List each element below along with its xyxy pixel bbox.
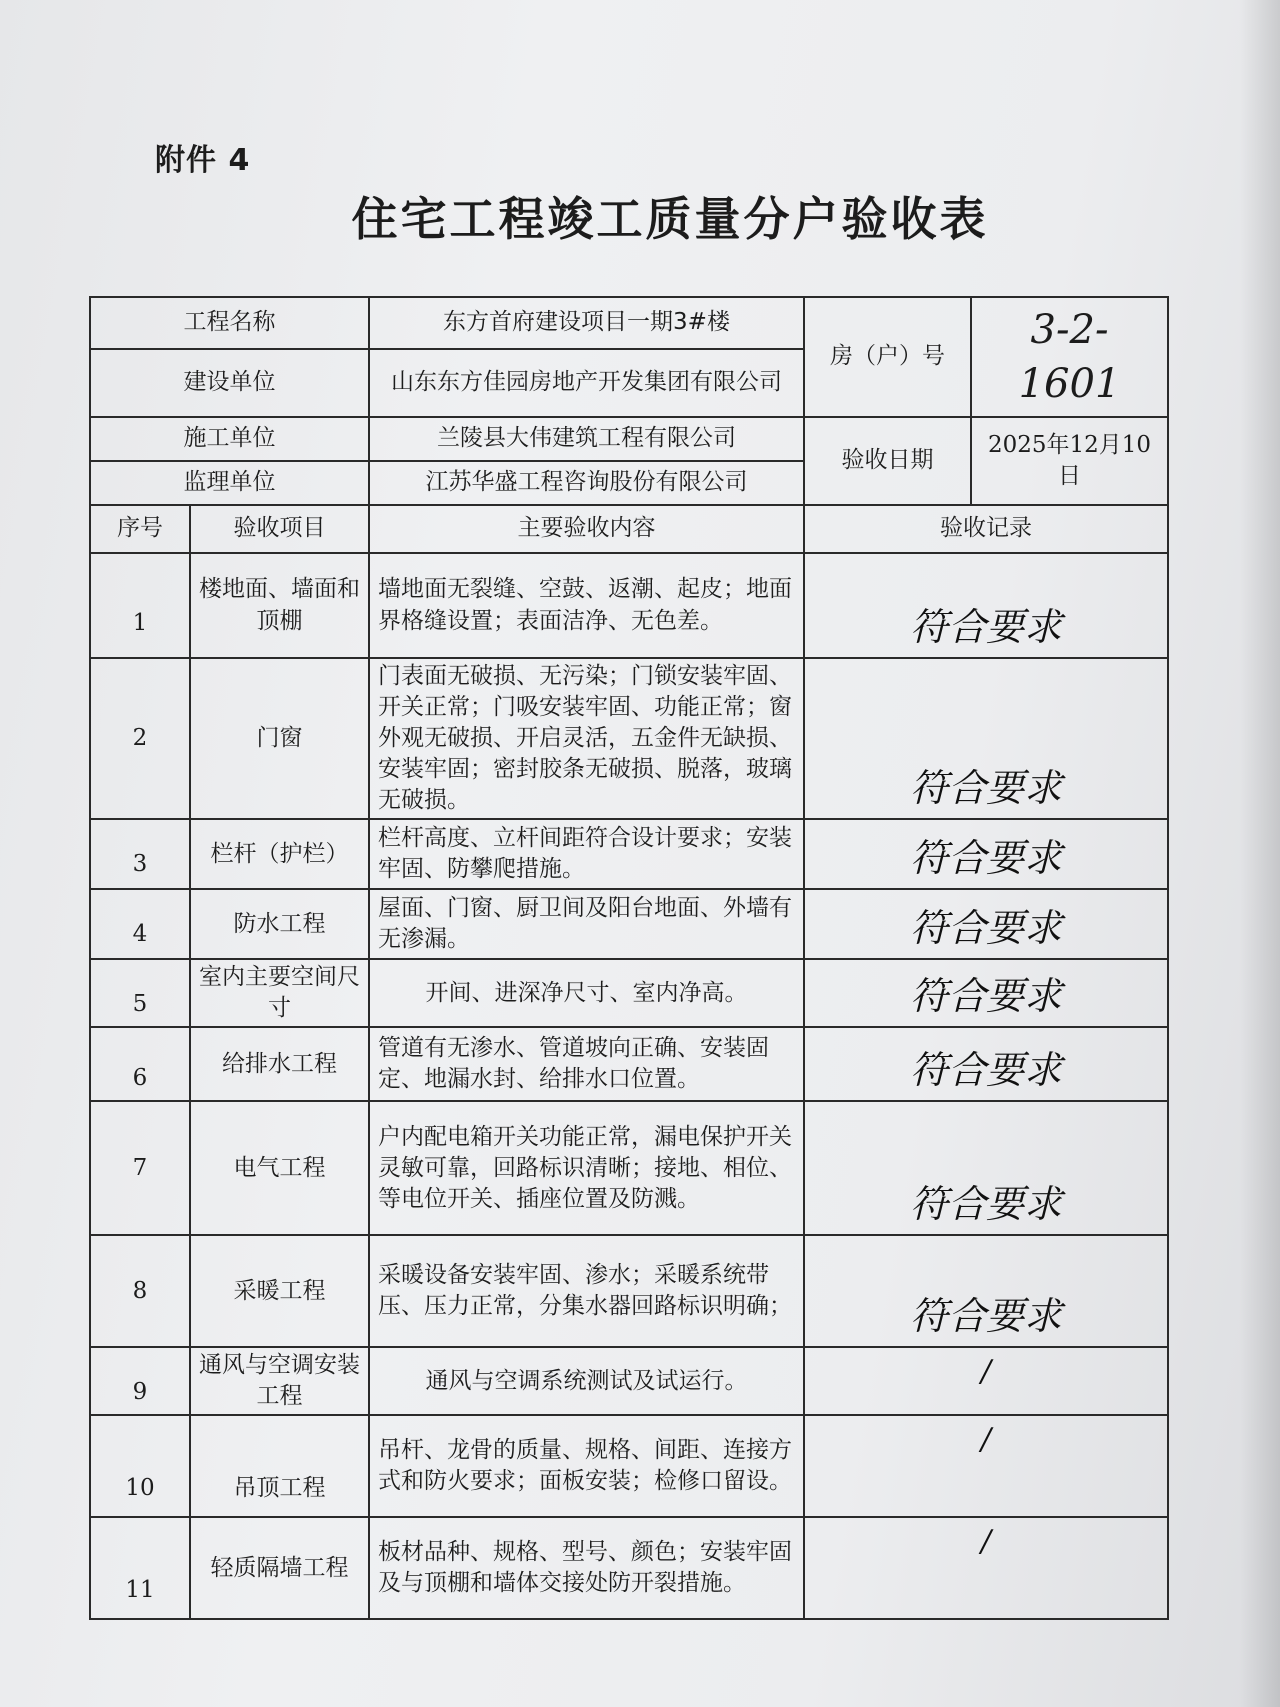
row-record: 符合要求	[804, 1101, 1168, 1235]
row-record: 符合要求	[804, 1027, 1168, 1101]
row-content: 吊杆、龙骨的质量、规格、间距、连接方式和防火要求；面板安装；检修口留设。	[369, 1415, 804, 1517]
row-item: 电气工程	[190, 1101, 369, 1235]
developer-value: 山东东方佳园房地产开发集团有限公司	[369, 349, 804, 417]
contractor-label: 施工单位	[90, 417, 369, 461]
table-row	[90, 658, 1168, 819]
attachment-label: 附件 4	[155, 143, 251, 178]
row-content: 开间、进深净尺寸、室内净高。	[369, 959, 804, 1027]
row-record: 符合要求	[804, 1235, 1168, 1347]
supervisor-label: 监理单位	[90, 461, 369, 505]
form-title: 住宅工程竣工质量分户验收表	[351, 192, 989, 246]
row-no: 2	[90, 658, 190, 819]
row-no: 6	[90, 1027, 190, 1101]
row-item: 楼地面、墙面和顶棚	[190, 553, 369, 658]
project-name-label: 工程名称	[90, 297, 369, 349]
contractor-value: 兰陵县大伟建筑工程有限公司	[369, 417, 804, 461]
row-record: /	[804, 1517, 1168, 1619]
col-header-content: 主要验收内容	[369, 505, 804, 553]
row-content: 管道有无渗水、管道坡向正确、安装固定、地漏水封、给排水口位置。	[369, 1027, 804, 1101]
table-row	[90, 1027, 1168, 1101]
table-row	[90, 1517, 1168, 1619]
row-record: /	[804, 1415, 1168, 1517]
col-header-no: 序号	[90, 505, 190, 553]
project-name-value: 东方首府建设项目一期3#楼	[369, 297, 804, 349]
row-item: 门窗	[190, 658, 369, 819]
row-no: 1	[90, 553, 190, 658]
row-content: 板材品种、规格、型号、颜色；安装牢固及与顶棚和墙体交接处防开裂措施。	[369, 1517, 804, 1619]
row-item: 防水工程	[190, 889, 369, 959]
row-record: /	[804, 1347, 1168, 1415]
row-item: 栏杆（护栏）	[190, 819, 369, 889]
row-no: 3	[90, 819, 190, 889]
table-row	[90, 1415, 1168, 1517]
table-row	[90, 959, 1168, 1027]
table-row	[90, 1101, 1168, 1235]
row-item: 吊顶工程	[190, 1415, 369, 1517]
table-row	[90, 819, 1168, 889]
page-edge-shadow	[1240, 0, 1280, 1707]
row-no: 9	[90, 1347, 190, 1415]
table-row	[90, 553, 1168, 658]
row-no: 11	[90, 1517, 190, 1619]
row-item: 轻质隔墙工程	[190, 1517, 369, 1619]
room-no-value: 3-2-1601	[971, 297, 1168, 417]
table-row	[90, 889, 1168, 959]
row-content: 通风与空调系统测试及试运行。	[369, 1347, 804, 1415]
row-content: 栏杆高度、立杆间距符合设计要求；安装牢固、防攀爬措施。	[369, 819, 804, 889]
row-record: 符合要求	[804, 819, 1168, 889]
developer-label: 建设单位	[90, 349, 369, 417]
col-header-record: 验收记录	[804, 505, 1168, 553]
table-row	[90, 1235, 1168, 1347]
row-content: 墙地面无裂缝、空鼓、返潮、起皮；地面界格缝设置；表面洁净、无色差。	[369, 553, 804, 658]
row-record: 符合要求	[804, 889, 1168, 959]
row-no: 7	[90, 1101, 190, 1235]
row-content: 门表面无破损、无污染；门锁安装牢固、开关正常；门吸安装牢固、功能正常；窗外观无破损、开启灵活，五金件无缺损、 安装牢固；密封胶条无破损、脱落，玻璃无破损。	[369, 658, 804, 819]
supervisor-value: 江苏华盛工程咨询股份有限公司	[369, 461, 804, 505]
col-header-item: 验收项目	[190, 505, 369, 553]
row-no: 8	[90, 1235, 190, 1347]
acceptance-table	[89, 296, 1169, 1620]
row-item: 室内主要空间尺寸	[190, 959, 369, 1027]
date-value: 2025年12月10日	[971, 417, 1168, 505]
row-record: 符合要求	[804, 553, 1168, 658]
row-content: 采暖设备安装牢固、渗水；采暖系统带压、压力正常，分集水器回路标识明确；	[369, 1235, 804, 1347]
row-record: 符合要求	[804, 959, 1168, 1027]
row-no: 5	[90, 959, 190, 1027]
table-row	[90, 1347, 1168, 1415]
row-no: 4	[90, 889, 190, 959]
row-record: 符合要求	[804, 658, 1168, 819]
date-label: 验收日期	[804, 417, 971, 505]
row-content: 屋面、门窗、厨卫间及阳台地面、外墙有无渗漏。	[369, 889, 804, 959]
row-no: 10	[90, 1415, 190, 1517]
row-item: 给排水工程	[190, 1027, 369, 1101]
row-content: 户内配电箱开关功能正常，漏电保护开关灵敏可靠，回路标识清晰；接地、相位、等电位开关、插座位置及防溅。	[369, 1101, 804, 1235]
row-item: 通风与空调安装工程	[190, 1347, 369, 1415]
row-item: 采暖工程	[190, 1235, 369, 1347]
room-no-label: 房（户）号	[804, 297, 971, 417]
